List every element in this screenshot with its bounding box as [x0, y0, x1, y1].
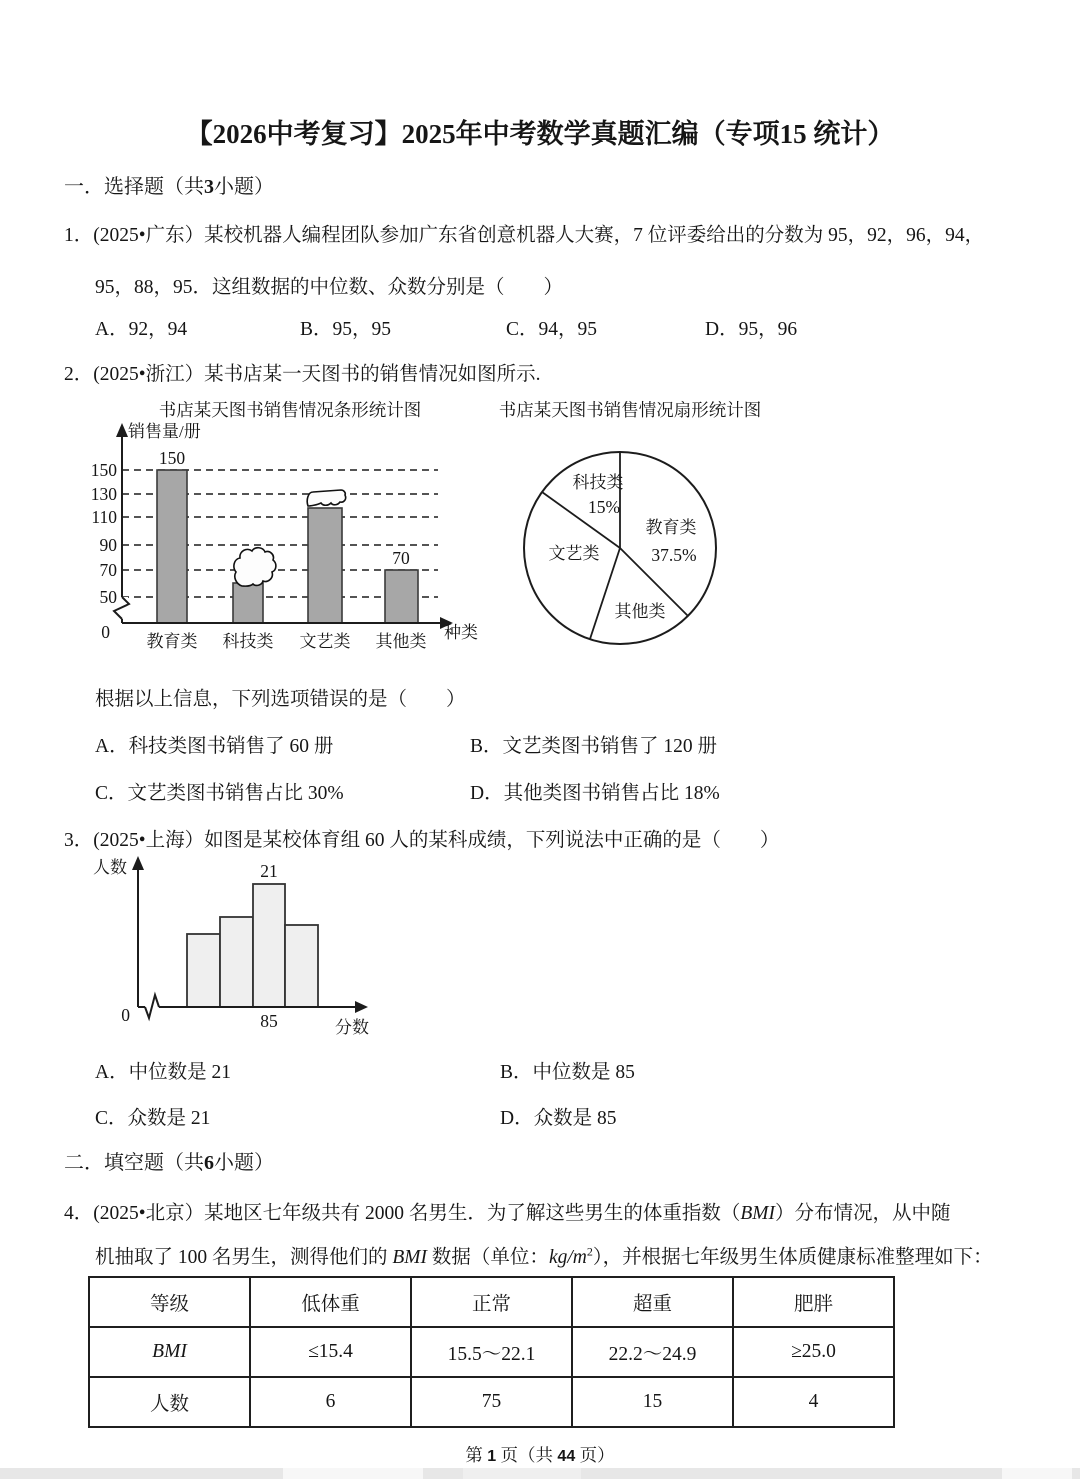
- q4-line1-part1: 4．(2025•北京）某地区七年级共有 2000 名男生．为了解这些男生的体重指数（: [64, 1203, 741, 1224]
- hist-bar-3: [253, 884, 285, 1007]
- pie-chart-title: 书店某天图书销售情况扇形统计图: [498, 400, 762, 420]
- bar-value-70: 70: [392, 548, 410, 568]
- ytick-0: 0: [101, 622, 110, 642]
- q4-line1-part2: ）分布情况，从中随: [774, 1203, 951, 1224]
- ink-blot-icon: [307, 490, 345, 506]
- table-row-grade: [89, 1277, 894, 1327]
- bar-value-150: 150: [158, 448, 186, 468]
- ytick-150: 150: [90, 460, 117, 480]
- table-row-count: [89, 1377, 894, 1427]
- cell-grade-3: 超重: [572, 1277, 733, 1327]
- q1-option-d: D．95，96: [705, 319, 798, 340]
- x-axis-arrow-icon: [355, 1001, 368, 1013]
- q2-option-d: D．其他类图书销售占比 18%: [470, 783, 720, 804]
- q4-line2-part1: 机抽取了 100 名男生，测得他们的: [95, 1247, 393, 1268]
- ytick-90: 90: [99, 535, 117, 555]
- cell-count-3: 15: [572, 1377, 733, 1427]
- x-axis-break-icon: [145, 995, 159, 1018]
- q1-option-a: A．92，94: [95, 319, 188, 340]
- scan-edge-patch: [463, 1468, 581, 1479]
- xcat-jiaoyu: 教育类: [146, 632, 198, 651]
- q4-bmi-term: BMI: [392, 1247, 428, 1268]
- q1-line2: 95，88，95．这组数据的中位数、众数分别是（ ）: [95, 277, 564, 298]
- section-1-heading: [64, 170, 274, 199]
- cell-count-1: 6: [250, 1377, 411, 1427]
- bar-chart-title: 书店某天图书销售情况条形统计图: [158, 400, 422, 420]
- q3-option-a: A．中位数是 21: [95, 1062, 231, 1083]
- q3-option-d: D．众数是 85: [500, 1108, 617, 1129]
- scan-edge-artifact: [0, 1468, 1080, 1479]
- y-axis-arrow-icon: [132, 856, 144, 870]
- bmi-table: [88, 1276, 895, 1428]
- ytick-70: 70: [99, 560, 117, 580]
- section-2-count: 6: [204, 1152, 214, 1174]
- pie-pct-jiaoyu: 37.5%: [651, 545, 697, 565]
- ytick-50: 50: [99, 587, 117, 607]
- q3-line1: 3．(2025•上海）如图是某校体育组 60 人的某科成绩，下列说法中正确的是（ ）: [64, 830, 780, 851]
- q2-option-a: A．科技类图书销售了 60 册: [95, 736, 334, 757]
- q4-bmi-term: BMI: [740, 1203, 775, 1224]
- xcat-qita: 其他类: [375, 632, 427, 651]
- table-row-bmi: [89, 1327, 894, 1377]
- cell-count-2: 75: [411, 1377, 572, 1427]
- bar-qita: [385, 570, 418, 623]
- ytick-110: 110: [91, 507, 117, 527]
- pie-label-wenyi: 文艺类: [548, 544, 600, 563]
- q2-stem2: 根据以上信息，下列选项错误的是（ ）: [95, 689, 466, 710]
- q2-option-b: B．文艺类图书销售了 120 册: [470, 736, 718, 757]
- bar-keji: [233, 583, 263, 623]
- histogram-chart: [85, 853, 445, 1053]
- ytick-130: 130: [90, 484, 117, 504]
- footer-page-number: 1: [487, 1448, 497, 1465]
- bar-wenyi: [308, 508, 342, 623]
- cell-bmi-2: 15.5～22.1: [411, 1327, 572, 1377]
- pie-label-qita: 其他类: [614, 602, 666, 621]
- page-footer: [0, 1442, 1080, 1467]
- q2-option-c: C．文艺类图书销售占比 30%: [95, 783, 344, 804]
- ink-blot-icon: [234, 548, 276, 586]
- footer-part2: 页（共: [500, 1445, 554, 1465]
- pie-pct-keji: 15%: [587, 497, 621, 517]
- cell-count-header: 人数: [89, 1377, 250, 1427]
- section-1-post: 小题）: [214, 176, 274, 198]
- cell-grade-2: 正常: [411, 1277, 572, 1327]
- section-2-heading: [64, 1146, 274, 1175]
- cell-bmi-4: ≥25.0: [733, 1327, 894, 1377]
- bar-chart: [90, 420, 490, 672]
- y-axis-arrow-icon: [116, 423, 128, 437]
- q3-option-b: B．中位数是 85: [500, 1062, 635, 1083]
- hist-bar-1: [187, 934, 220, 1007]
- pie-chart: [488, 416, 768, 682]
- footer-part1: 第: [465, 1445, 483, 1465]
- cell-grade-header: 等级: [89, 1277, 250, 1327]
- cell-bmi-header: BMI: [89, 1327, 250, 1377]
- q1-option-b: B．95，95: [300, 319, 392, 340]
- hist-origin: 0: [121, 1005, 130, 1025]
- cell-bmi-1: ≤15.4: [250, 1327, 411, 1377]
- scan-edge-patch: [1002, 1468, 1072, 1479]
- cell-grade-1: 低体重: [250, 1277, 411, 1327]
- hist-bar-4: [285, 925, 318, 1007]
- hist-bar-2: [220, 917, 253, 1007]
- bar-jiaoyu: [157, 470, 187, 623]
- q4-line2-part2: 数据（单位：: [427, 1247, 549, 1268]
- hist-y-label: 人数: [93, 858, 127, 877]
- q4-line1: [64, 1197, 951, 1225]
- hist-xtick-85: 85: [260, 1011, 278, 1031]
- q4-unit: kg/m: [548, 1247, 587, 1268]
- section-1-count: 3: [204, 176, 214, 198]
- q1-option-c: C．94，95: [506, 319, 598, 340]
- cell-grade-4: 肥胖: [733, 1277, 894, 1327]
- q4-unit-sup: 2: [586, 1244, 593, 1259]
- bar-x-label: 种类: [444, 623, 478, 642]
- pie-label-keji: 科技类: [572, 473, 624, 492]
- page-title: 【2026中考复习】2025年中考数学真题汇编（专项15 统计）: [185, 119, 895, 149]
- section-1-pre: 一．选择题（共: [64, 176, 204, 198]
- hist-top-label: 21: [260, 861, 278, 881]
- hist-x-label: 分数: [335, 1018, 369, 1037]
- pie-label-jiaoyu: 教育类: [645, 518, 697, 537]
- cell-bmi-3: 22.2～24.9: [572, 1327, 733, 1377]
- q3-option-c: C．众数是 21: [95, 1108, 211, 1129]
- bar-y-label: 销售量/册: [128, 422, 201, 441]
- section-2-post: 小题）: [214, 1152, 274, 1174]
- footer-part3: 页）: [579, 1445, 615, 1465]
- footer-total-pages: 44: [557, 1448, 576, 1465]
- q4-line2-part3: ），并根据七年级男生体质健康标准整理如下：: [592, 1247, 993, 1268]
- section-2-pre: 二．填空题（共: [64, 1152, 204, 1174]
- q1-line1: 1．(2025•广东）某校机器人编程团队参加广东省创意机器人大赛，7 位评委给出的分数为 95，92，96，94，: [64, 225, 985, 246]
- xcat-keji: 科技类: [222, 632, 274, 651]
- scan-edge-patch: [283, 1468, 423, 1479]
- xcat-wenyi: 文艺类: [299, 632, 351, 651]
- cell-count-4: 4: [733, 1377, 894, 1427]
- q2-line1: 2．(2025•浙江）某书店某一天图书的销售情况如图所示.: [64, 364, 541, 385]
- q4-line2: [95, 1241, 993, 1269]
